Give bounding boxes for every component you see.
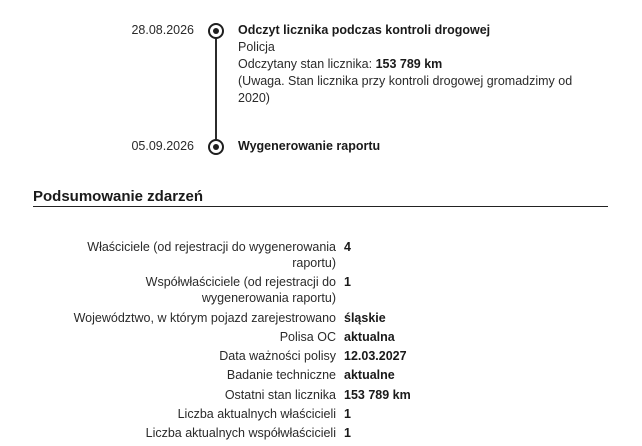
summary-label: Województwo, w którym pojazd zarejestrowano: [73, 310, 336, 325]
summary-value: 1: [344, 407, 351, 422]
summary-value: 153 789 km: [344, 387, 411, 402]
timeline-dot-icon: [208, 23, 224, 39]
summary-row-owners: [0, 239, 642, 271]
event-reading-value: 153 789 km: [375, 57, 443, 71]
summary-row-insurance-expiry: [0, 348, 642, 364]
event-title: Odczyt licznika podczas kontroli drogowej: [238, 23, 491, 37]
summary-row-current-owners: [0, 406, 642, 422]
timeline-line: [215, 30, 217, 146]
summary-label: Polisa OC: [279, 329, 336, 344]
summary-value: aktualne: [344, 368, 395, 383]
summary-value: 4: [344, 240, 351, 254]
summary-row-co-owners: [0, 274, 642, 306]
event-note: (Uwaga. Stan licznika przy kontroli drogowej gromadzimy od 2020): [238, 74, 573, 105]
event-timeline: [0, 0, 642, 170]
event-body: [238, 22, 598, 107]
summary-row-voivodeship: [0, 310, 642, 326]
timeline-dot-icon: [208, 139, 224, 155]
summary-row-current-co-owners: [0, 425, 642, 441]
event-reading: [238, 56, 598, 73]
summary-value: śląskie: [344, 310, 386, 325]
event-body: [238, 138, 598, 155]
summary-label: Liczba aktualnych współwłaścicieli: [145, 426, 336, 441]
event-date: 28.08.2026: [131, 23, 194, 37]
summary-heading: Podsumowanie zdarzeń: [33, 188, 204, 205]
summary-table: [0, 239, 642, 445]
event-reading-label: Odczytany stan licznika:: [238, 57, 376, 71]
summary-value: 1: [344, 275, 351, 290]
summary-value: aktualna: [344, 329, 395, 344]
event-title: Wygenerowanie raportu: [238, 139, 381, 153]
summary-label: Współwłaściciele (od rejestracji do wygenerowania raportu): [145, 275, 336, 306]
summary-label: Właściciele (od rejestracji do wygenerowania raportu): [87, 240, 336, 270]
summary-row-odometer: [0, 387, 642, 403]
event-source: Policja: [238, 40, 275, 54]
summary-value: 12.03.2027: [344, 349, 407, 364]
event-date: 05.09.2026: [131, 139, 194, 153]
summary-label: Ostatni stan licznika: [224, 387, 336, 402]
summary-row-inspection: [0, 367, 642, 383]
summary-label: Liczba aktualnych właścicieli: [177, 407, 336, 422]
summary-value: 1: [344, 426, 351, 441]
summary-label: Data ważności polisy: [219, 349, 336, 364]
summary-label: Badanie techniczne: [226, 368, 336, 383]
summary-row-insurance: [0, 329, 642, 345]
summary-divider: [33, 206, 608, 207]
